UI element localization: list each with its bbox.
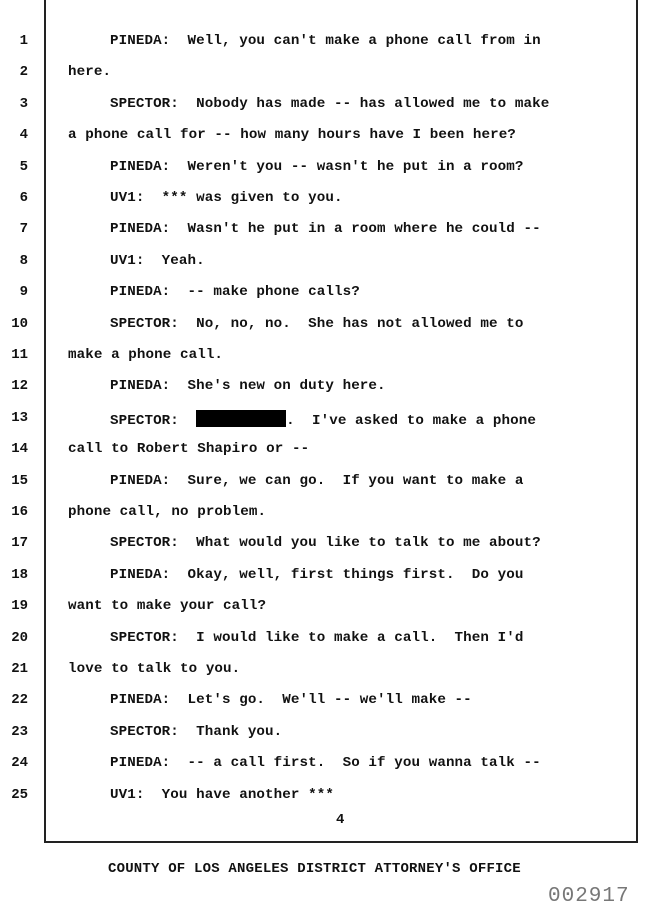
- transcript-line: PINEDA: Sure, we can go. If you want to make a: [110, 473, 524, 489]
- transcript-line: PINEDA: -- a call first. So if you wanna talk --: [110, 755, 541, 771]
- transcript-line: phone call, no problem.: [68, 504, 267, 520]
- transcript-line: call to Robert Shapiro or --: [68, 441, 310, 457]
- line-number: 4: [19, 127, 28, 143]
- line-number: 5: [19, 159, 28, 175]
- line-number: 14: [11, 441, 28, 457]
- line-number: 12: [11, 378, 28, 394]
- transcript-line: here.: [68, 64, 112, 80]
- transcript-line: make a phone call.: [68, 347, 224, 363]
- line-number: 20: [11, 630, 28, 646]
- transcript-line: PINEDA: Well, you can't make a phone call from in: [110, 33, 541, 49]
- transcript-line: PINEDA: Weren't you -- wasn't he put in a room?: [110, 159, 524, 175]
- bates-number: 002917: [548, 885, 630, 908]
- transcript-line: SPECTOR: What would you like to talk to me about?: [110, 535, 541, 551]
- transcript-line: a phone call for -- how many hours have I been here?: [68, 127, 516, 143]
- line-text-before-redaction: SPECTOR:: [110, 413, 197, 429]
- line-number: 18: [11, 567, 28, 583]
- line-number: 6: [19, 190, 28, 206]
- line-number: 23: [11, 724, 28, 740]
- transcript-line: PINEDA: Let's go. We'll -- we'll make --: [110, 692, 472, 708]
- line-number: 24: [11, 755, 28, 771]
- line-number: 1: [19, 33, 28, 49]
- office-footer: COUNTY OF LOS ANGELES DISTRICT ATTORNEY'S OFFICE: [108, 861, 521, 877]
- line-number: 15: [11, 473, 28, 489]
- transcript-line: [110, 410, 536, 429]
- transcript-line: SPECTOR: Thank you.: [110, 724, 283, 740]
- transcript-line: SPECTOR: I would like to make a call. Then I'd: [110, 630, 524, 646]
- line-number: 11: [11, 347, 28, 363]
- transcript-line: PINEDA: Okay, well, first things first. Do you: [110, 567, 524, 583]
- line-number: 17: [11, 535, 28, 551]
- line-text-after-redaction: . I've asked to make a phone: [286, 413, 536, 429]
- line-number: 19: [11, 598, 28, 614]
- transcript-line: SPECTOR: No, no, no. She has not allowed me to: [110, 316, 524, 332]
- transcript-line: PINEDA: -- make phone calls?: [110, 284, 360, 300]
- line-number: 25: [11, 787, 28, 803]
- transcript-line: UV1: You have another ***: [110, 787, 334, 803]
- line-number: 3: [19, 96, 28, 112]
- transcript-line: PINEDA: She's new on duty here.: [110, 378, 386, 394]
- line-number: 8: [19, 253, 28, 269]
- transcript-line: love to talk to you.: [68, 661, 241, 677]
- line-number: 9: [19, 284, 28, 300]
- line-number: 16: [11, 504, 28, 520]
- line-number: 13: [11, 410, 28, 426]
- transcript-line: UV1: *** was given to you.: [110, 190, 343, 206]
- transcript-line: PINEDA: Wasn't he put in a room where he could --: [110, 221, 541, 237]
- transcript-line: UV1: Yeah.: [110, 253, 205, 269]
- line-number: 7: [19, 221, 28, 237]
- line-number: 2: [19, 64, 28, 80]
- line-number: 21: [11, 661, 28, 677]
- line-number: 22: [11, 692, 28, 708]
- transcript-line: SPECTOR: Nobody has made -- has allowed me to make: [110, 96, 550, 112]
- redaction-box: [196, 410, 286, 427]
- line-number: 10: [11, 316, 28, 332]
- page-number: 4: [336, 812, 345, 828]
- transcript-line: want to make your call?: [68, 598, 267, 614]
